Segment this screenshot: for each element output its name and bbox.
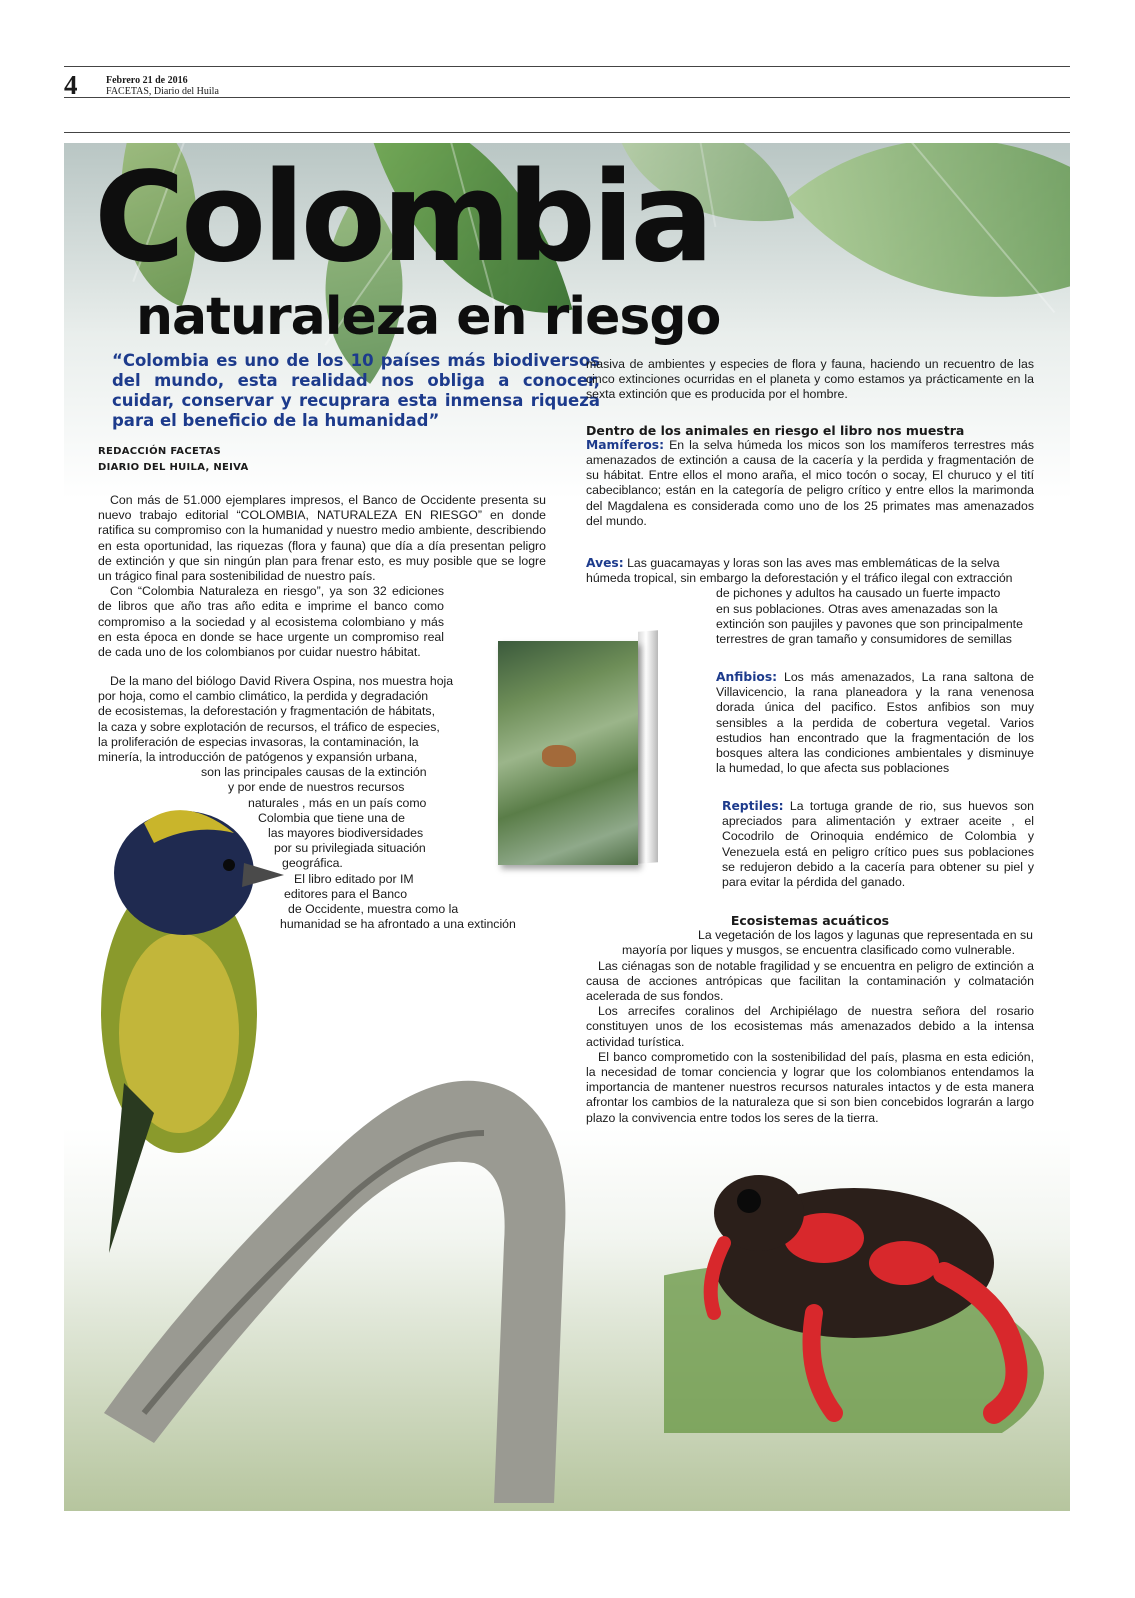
- paragraph: El banco comprometido con la sostenibilidad del país, plasma en esta edición, la necesidad de tomar conciencia y lograr que los colombianos entendamos la importancia de mantener nuestros recursos naturales intactos y de esta manera afrontar los cambios de la naturaleza que si son bien concebidos lograrán a largo plazo la convivencia entre todos los seres de la tierra.: [586, 1049, 1034, 1125]
- anfibios-paragraph: [716, 670, 1034, 776]
- text-line: El libro editado por IM: [294, 871, 414, 886]
- mamiferos-paragraph: [586, 438, 1034, 529]
- paragraph: La vegetación de los lagos y lagunas que representada en su: [698, 928, 1033, 943]
- article-title: Colombia: [94, 146, 711, 290]
- text-line: son las principales causas de la extinción: [201, 765, 427, 780]
- animals-heading: Dentro de los animales en riesgo el libro nos muestra: [586, 422, 965, 438]
- page-number: 4: [64, 70, 78, 100]
- ecosistemas-block: [586, 913, 1034, 1126]
- aves-label: Aves:: [586, 556, 624, 570]
- feature-panel: [64, 143, 1070, 1511]
- text-line: naturales , más en un país como: [248, 795, 427, 810]
- header-section: FACETAS, Diario del Huila: [106, 86, 219, 97]
- paragraph: Las ciénagas son de notable fragilidad y se encuentra en peligro de extinción a causa de acciones antrópicas que facilitan la contaminación y colmatación acelerada de sus fondos.: [586, 958, 1034, 1004]
- anfibios-label: Anfibios:: [716, 670, 778, 684]
- byline-location: DIARIO DEL HUILA, NEIVA: [98, 462, 249, 473]
- text-line: y por ende de nuestros recursos: [228, 780, 405, 795]
- text-line: Colombia que tiene una de: [258, 810, 405, 825]
- section-rule: [64, 132, 1070, 133]
- text-line: por hoja, como el cambio climático, la perdida y degradación: [98, 689, 429, 704]
- deer-icon: [542, 745, 576, 767]
- top-rule: [64, 66, 1070, 67]
- pull-quote: “Colombia es uno de los 10 países más biodiversos del mundo, esta realidad nos obliga a conocer, cuidar, conservar y recuprara esta inmensa riqueza para el beneficio de la humanidad”: [112, 351, 600, 430]
- paragraph: Los arrecifes coralinos del Archipiélago de nuestra señora del rosario constituyen unos de los ecosistemas más amenazados debido a la intensa actividad turística.: [586, 1004, 1034, 1049]
- anfibios-text: Los más amenazados, La rana saltona de Villavicencio, la rana planeadora y la rana venenosa dorada única del pacifico. Estos anfibios son muy sensibles a la perdida de cobertura vegetal. Varios estudios han encontrado que la fragmentación de los bosques altera las condiciones ambientales y disminuye la humedad, lo que afecta sus poblaciones: [716, 670, 1034, 776]
- text-line: minería, la introducción de patógenos y expansión urbana,: [98, 750, 418, 765]
- text-line: de ecosistemas, la deforestación y fragmentación de hábitats,: [98, 704, 435, 719]
- text-line: la proliferación de especias invasoras, la contaminación, la: [98, 734, 419, 749]
- reptiles-text: La tortuga grande de rio, sus huevos son apreciados para alimentación y extraer aceite , el Cocodrilo de Orinoquia endémico de Colombia y Venezuela está en peligro crítico pues sus poblaciones se redujeron debido a la cacería para obtener su piel y para evitar la pérdida del ganado.: [722, 799, 1034, 890]
- text-line: terrestres de gran tamaño y consumidores de semillas: [716, 632, 1012, 647]
- aves-line: [586, 556, 1034, 571]
- aves-block: [586, 556, 1034, 647]
- text-line: húmeda tropical, sin embargo la deforestación y el tráfico ilegal con extracción: [586, 571, 1013, 586]
- book-front: [498, 641, 638, 865]
- paragraph: Con “Colombia Naturaleza en riesgo”, ya son 32 ediciones de libros que año tras año edita e imprime el banco como compromiso a la sociedad y al ecosistema colombiano y más en esta época en donde se hace urgente un compromiso real de cada uno de los colombianos por cuidar nuestro hábitat.: [98, 584, 444, 660]
- text-line: de Occidente, muestra como la: [288, 902, 459, 917]
- book-spine: [638, 630, 658, 863]
- ecosistemas-heading: Ecosistemas acuáticos: [730, 913, 890, 928]
- text-line: humanidad se ha afrontado a una extinción: [280, 917, 516, 932]
- text-line: extinción son paujiles y pavones que son principalmente: [716, 616, 1023, 631]
- text-line: en sus poblaciones. Otras aves amenazadas son la: [716, 601, 998, 616]
- left-column: [98, 493, 546, 660]
- mamiferos-label: Mamíferos:: [586, 437, 665, 452]
- header-rule: [64, 97, 1070, 98]
- text-line: De la mano del biólogo David Rivera Ospina, nos muestra hoja: [110, 674, 454, 688]
- text-line: geográfica.: [282, 856, 343, 871]
- reptiles-paragraph: [722, 799, 1034, 890]
- reptiles-block: [722, 799, 1034, 890]
- text-line: Las guacamayas y loras son las aves mas emblemáticas de la selva: [623, 556, 1000, 570]
- byline-author: REDACCIÓN FACETAS: [98, 446, 222, 457]
- right-column: [586, 357, 1034, 529]
- text-line: por su privilegiada situación: [274, 841, 426, 856]
- text-line: editores para el Banco: [284, 886, 408, 901]
- article-subtitle: naturaleza en riesgo: [136, 287, 721, 347]
- header-date: Febrero 21 de 2016: [106, 75, 188, 86]
- text-line: de pichones y adultos ha causado un fuerte impacto: [716, 586, 1001, 601]
- paragraph: masiva de ambientes y especies de flora y fauna, haciendo un recuentro de las cinco extinciones ocurridas en el planeta y como estamos ya prácticamente en la sexta extinción que es producida por el hombre.: [586, 357, 1034, 402]
- mamiferos-text: En la selva húmeda los micos son los mamíferos terrestres más amenazados de extinción a causa de la cacería y la perdida y fragmentación de su hábitat. Entre ellos el mono araña, el mico tocón o socay, El churuco y el tití cabeciblanco; están en la categoría de peligro crítico y entre ellos la marimonda del Magdalena es considerada como uno de los 25 primates mas amenazados del mundo.: [586, 437, 1034, 528]
- text-line: las mayores biodiversidades: [268, 826, 424, 841]
- text-line: la caza y sobre explotación de recursos, el tráfico de especies,: [98, 719, 440, 734]
- poison-dart-frog-photo: [664, 1143, 1044, 1433]
- paragraph: Con más de 51.000 ejemplares impresos, el Banco de Occidente presenta su nuevo trabajo editorial “COLOMBIA, NATURALEZA EN RIESGO” en donde ratifica su compromiso con la humanidad y nuestro medio ambiente, describiendo en esta oportunidad, las riquezas (flora y fauna) que día a día presentan peligro de extinción y que sin ningún plan para frenar esto, es muy posible que se logre un trágico final para sostenibilidad de nuestro país.: [98, 493, 546, 584]
- tree-branch-photo: [84, 943, 584, 1503]
- reptiles-label: Reptiles:: [722, 799, 784, 813]
- book-cover-photo: [498, 631, 658, 867]
- paragraph: mayoría por liques y musgos, se encuentra clasificado como vulnerable.: [622, 943, 1016, 958]
- anfibios-block: [716, 670, 1034, 776]
